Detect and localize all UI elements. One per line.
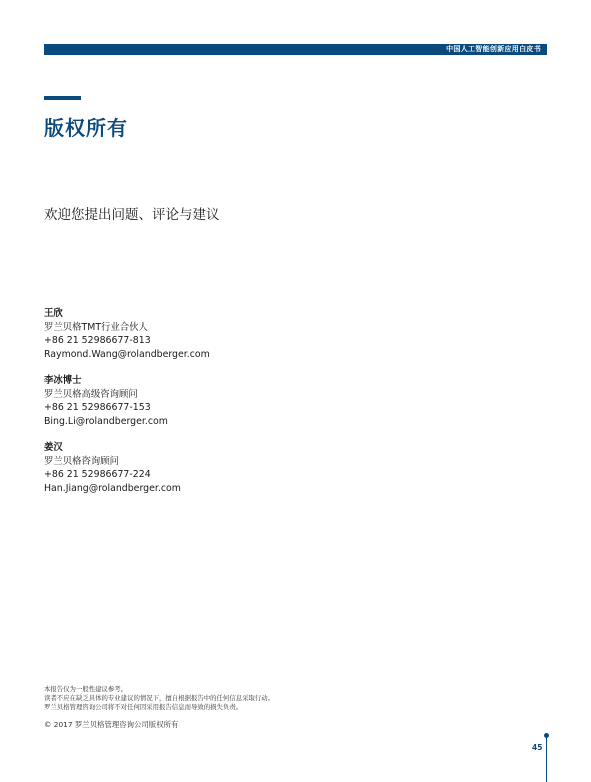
- contact-role: 罗兰贝格咨询顾问: [44, 455, 120, 467]
- disclaimer-line: 罗兰贝格管理咨询公司将不对任何因采用报告信息而导致的损失负责。: [44, 702, 243, 711]
- page-marker-line: [546, 735, 547, 782]
- contact-block: [44, 307, 210, 362]
- contact-role: 罗兰贝格TMT行业合伙人: [44, 321, 148, 333]
- disclaimer: [44, 685, 274, 711]
- contact-email: Bing.Li@rolandberger.com: [44, 416, 168, 428]
- contact-email: Raymond.Wang@rolandberger.com: [44, 349, 210, 361]
- contact-block: [44, 441, 181, 496]
- contact-phone: +86 21 52986677-224: [44, 469, 151, 481]
- contact-name: 姜汉: [44, 442, 63, 453]
- disclaimer-line: 读者不应在缺乏具体的专业建议的情况下，擅自根据报告中的任何信息采取行动。: [44, 693, 275, 702]
- copyright: © 2017 罗兰贝格管理咨询公司版权所有: [44, 720, 179, 729]
- contact-email: Han.Jiang@rolandberger.com: [44, 483, 181, 495]
- contact-block: [44, 374, 168, 429]
- header-label: 中国人工智能创新应用白皮书: [446, 45, 541, 53]
- page-number: 45: [532, 743, 543, 752]
- page-subtitle: 欢迎您提出问题、评论与建议: [44, 207, 220, 223]
- contact-phone: +86 21 52986677-153: [44, 402, 151, 414]
- contact-phone: +86 21 52986677-813: [44, 335, 151, 347]
- contact-name: 王欣: [44, 308, 63, 319]
- disclaimer-line: 本报告仅为一般性建议参考。: [44, 685, 128, 693]
- page-marker-dot: [544, 733, 549, 738]
- header-bar: [44, 44, 547, 55]
- contact-role: 罗兰贝格高级咨询顾问: [44, 388, 138, 400]
- page-title: 版权所有: [44, 116, 128, 140]
- contact-name: 李冰博士: [44, 375, 82, 386]
- title-accent-line: [44, 96, 81, 100]
